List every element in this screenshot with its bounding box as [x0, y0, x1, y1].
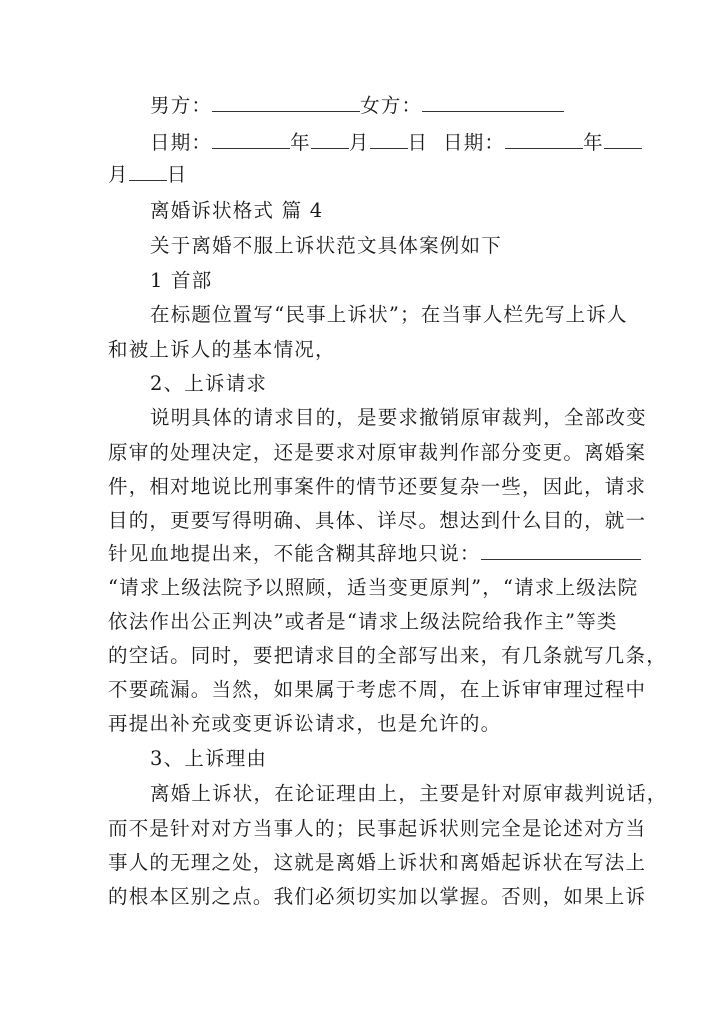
- year-blank-2: [505, 130, 583, 149]
- month-label-2: 月: [108, 163, 129, 186]
- year-blank-1: [212, 130, 290, 149]
- female-party-blank: [422, 93, 564, 112]
- paragraph-line: “请求上级法院予以照顾，适当变更原判”，“请求上级法院: [108, 576, 639, 599]
- month-blank-2-end: [604, 130, 642, 149]
- female-party-label: 女方：: [360, 94, 423, 117]
- paragraph-line: 原审的处理决定，还是要求对原审裁判作部分变更。离婚案: [108, 441, 647, 464]
- date-label-1: 日期：: [150, 131, 213, 154]
- date-row-continued: [108, 162, 187, 188]
- paragraph-line: 关于离婚不服上诉状范文具体案例如下: [150, 234, 502, 257]
- paragraph-line: 件，相对地说比刑事案件的情节还要复杂一些，因此，请求: [108, 475, 647, 498]
- paragraph-line-with-blank: [108, 541, 641, 567]
- paragraph-line: 目的，更要写得明确、具体、详尽。想达到什么目的，就一: [108, 509, 647, 532]
- paragraph-line: 依法作出公正判决”或者是“请求上级法院给我作主”等类: [108, 610, 618, 633]
- date-label-2: 日期：: [443, 131, 506, 154]
- quote-blank: [481, 541, 641, 560]
- paragraph-line: 离婚上诉状，在论证理由上，主要是针对原审裁判说话，: [150, 782, 668, 805]
- subheading-first-part: 1 首部: [150, 269, 213, 292]
- section-heading: 离婚诉状格式 篇 4: [150, 199, 324, 222]
- paragraph-line: 的根本区别之点。我们必须切实加以掌握。否则，如果上诉: [108, 885, 647, 908]
- day-label-1: 日: [407, 131, 429, 154]
- male-party-label: 男方：: [150, 94, 213, 117]
- month-blank-1: [311, 130, 349, 149]
- paragraph-line: 和被上诉人的基本情况，: [108, 338, 336, 361]
- party-names-row: [150, 93, 564, 119]
- paragraph-line: 不要疏漏。当然，如果属于考虑不周，在上诉审审理过程中: [108, 678, 647, 701]
- paragraph-line: 而不是针对对方当事人的；民事起诉状则完全是论述对方当: [108, 817, 647, 840]
- year-label-1: 年: [290, 131, 311, 154]
- day-label-2: 日: [166, 163, 188, 186]
- month-label-1: 月: [348, 131, 370, 154]
- paragraph-line: 再提出补充或变更诉讼请求，也是允许的。: [108, 712, 502, 735]
- paragraph-line: 的空话。同时，要把请求目的全部写出来，有几条就写几条，: [108, 644, 667, 667]
- day-blank-2: [129, 162, 167, 181]
- subheading-appeal-request: 2、上诉请求: [150, 372, 268, 395]
- paragraph-line: 事人的无理之处，这就是离婚上诉状和离婚起诉状在写法上: [108, 851, 647, 874]
- year-label-2: 年: [583, 131, 604, 154]
- day-blank-1: [370, 130, 408, 149]
- paragraph-text: 针见血地提出来，不能含糊其辞地只说：: [108, 542, 481, 565]
- paragraph-line: 说明具体的请求目的，是要求撤销原审裁判，全部改变: [150, 406, 647, 429]
- subheading-appeal-reason: 3、上诉理由: [150, 747, 268, 770]
- paragraph-line: 在标题位置写“民事上诉状”；在当事人栏先写上诉人: [150, 303, 628, 326]
- male-party-blank: [212, 93, 360, 112]
- date-row: [150, 130, 642, 156]
